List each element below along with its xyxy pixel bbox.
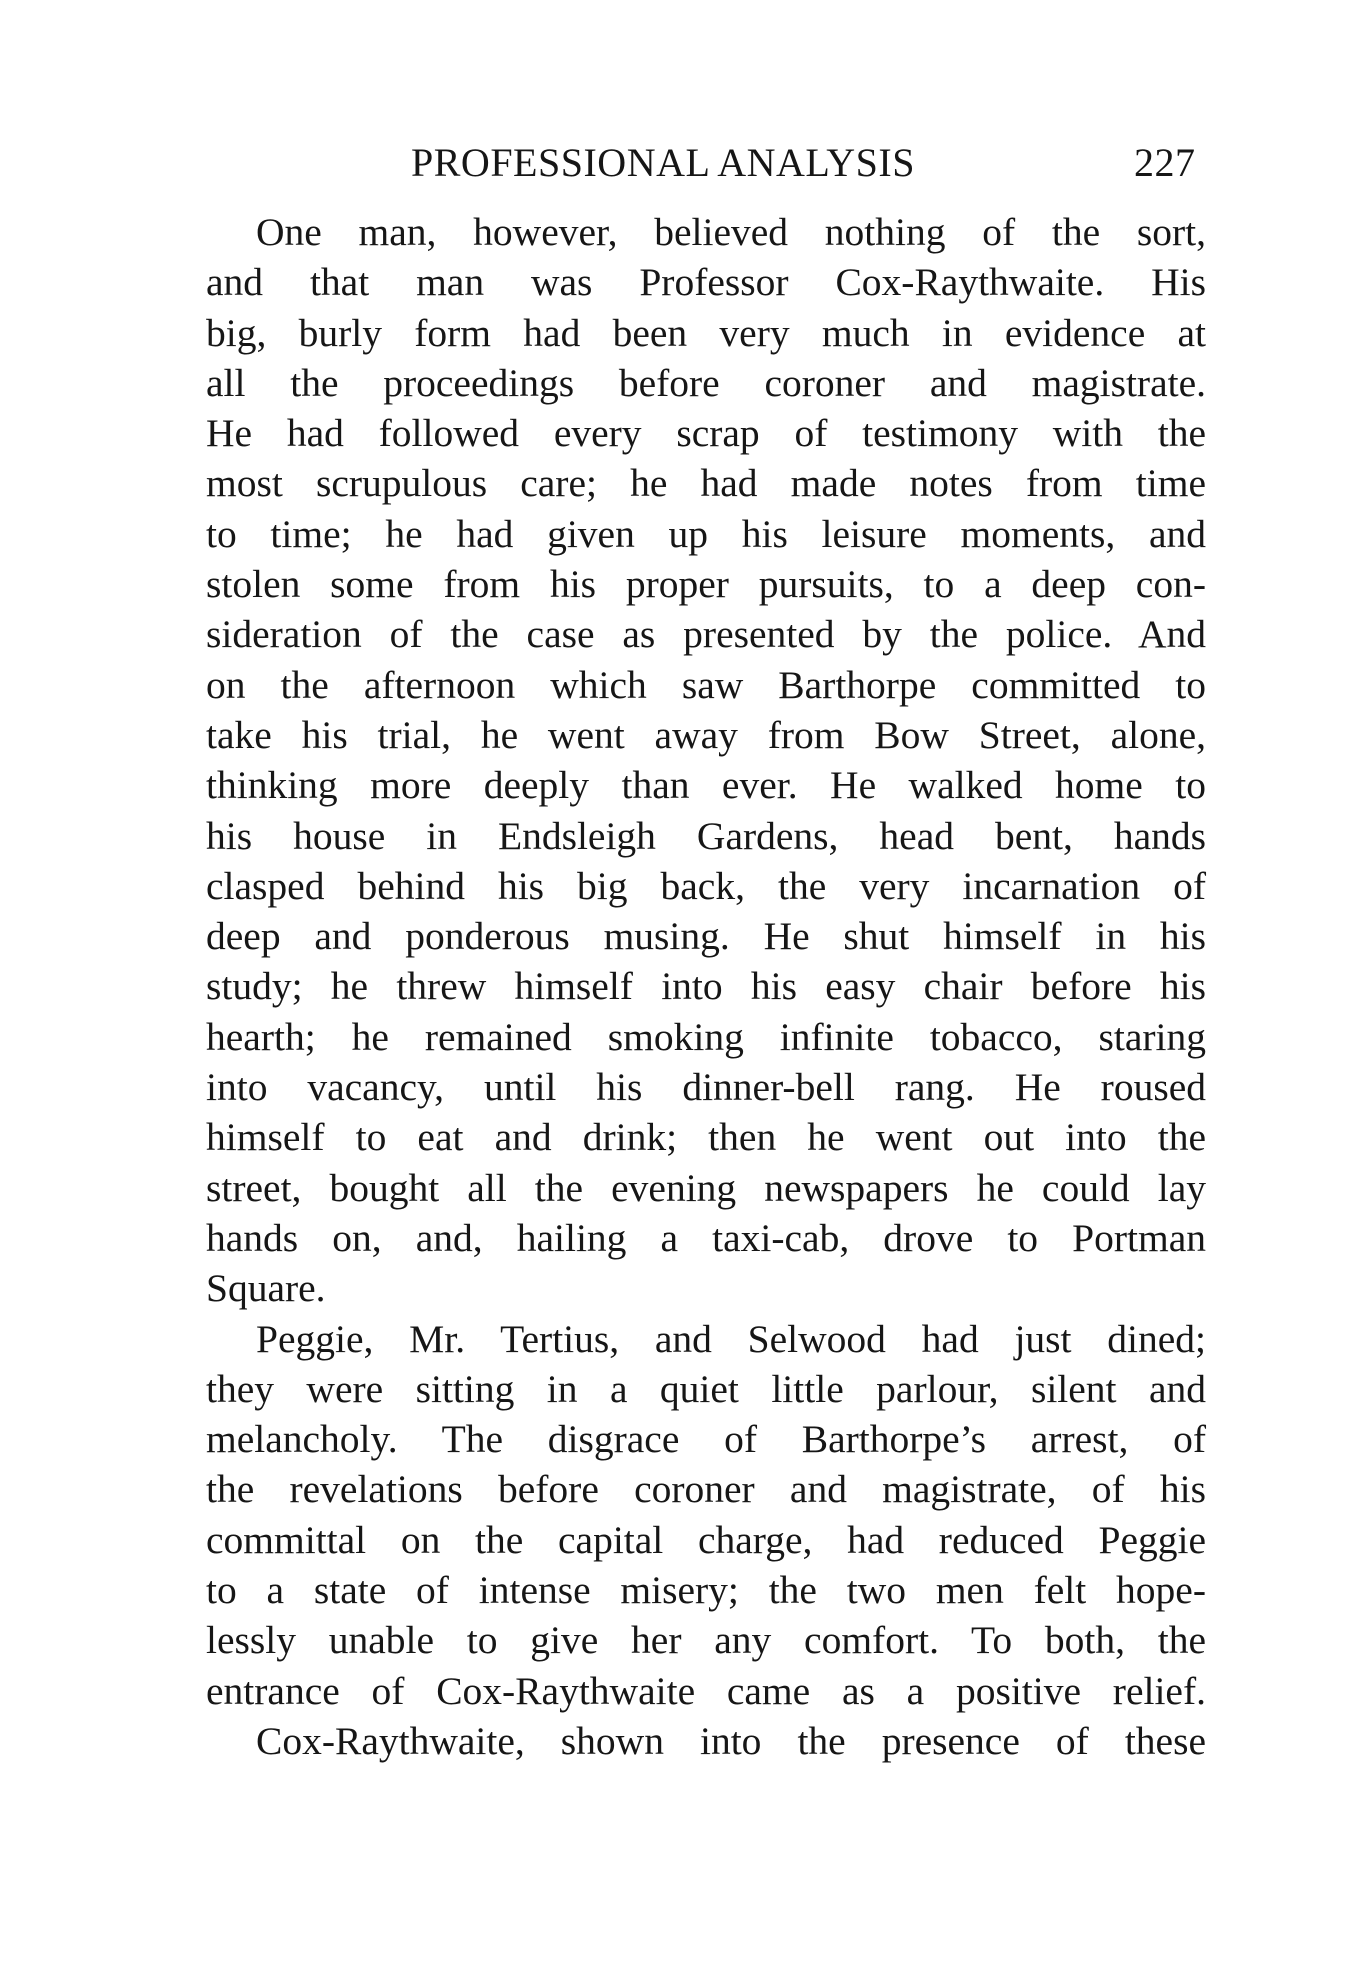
text-line: most scrupulous care; he had made notes from time [206, 461, 1206, 506]
running-head: PROFESSIONAL ANALYSIS [411, 140, 915, 185]
text-line: thinking more deeply than ever. He walked home to [206, 763, 1206, 808]
text-line: they were sitting in a quiet little parlour, silent and [206, 1366, 1206, 1411]
paragraph-1 [206, 207, 1206, 1314]
text-line: to a state of intense misery; the two men felt hope- [206, 1568, 1206, 1613]
text-line: lessly unable to give her any comfort. To both, the [206, 1618, 1206, 1663]
paragraph-3 [206, 1716, 1206, 1766]
text-line: Square. [206, 1266, 326, 1311]
text-line: hands on, and, hailing a taxi-cab, drove to Portman [206, 1215, 1206, 1260]
text-line: his house in Endsleigh Gardens, head bent, hands [206, 813, 1206, 858]
text-line: all the proceedings before coroner and magistrate. [206, 360, 1206, 405]
body-text [206, 207, 1206, 1766]
text-line: sideration of the case as presented by the police. And [206, 612, 1206, 657]
page-header [206, 139, 1206, 195]
text-line: hearth; he remained smoking infinite tobacco, staring [206, 1014, 1206, 1059]
text-line: to time; he had given up his leisure moments, and [206, 511, 1206, 556]
text-line: take his trial, he went away from Bow Street, alone, [206, 712, 1206, 757]
text-line: on the afternoon which saw Barthorpe committed to [206, 662, 1206, 707]
text-line: melancholy. The disgrace of Barthorpe’s arrest, of [206, 1417, 1206, 1462]
page-number: 227 [1134, 140, 1196, 185]
text-line: One man, however, believed nothing of the sort, [256, 210, 1206, 254]
text-line: deep and ponderous musing. He shut himself in his [206, 914, 1206, 959]
text-line: street, bought all the evening newspapers he could lay [206, 1165, 1206, 1210]
text-line: the revelations before coroner and magistrate, of his [206, 1467, 1206, 1512]
text-line: himself to eat and drink; then he went out into the [206, 1115, 1206, 1160]
text-line: Peggie, Mr. Tertius, and Selwood had just dined; [256, 1316, 1206, 1361]
text-line: and that man was Professor Cox-Raythwaite. His [206, 260, 1206, 305]
text-line: stolen some from his proper pursuits, to a deep con- [206, 562, 1206, 607]
text-line: committal on the capital charge, had reduced Peggie [206, 1517, 1206, 1562]
text-line: entrance of Cox-Raythwaite came as a positive relief. [206, 1668, 1206, 1713]
text-line: into vacancy, until his dinner-bell rang. He roused [206, 1065, 1206, 1110]
paragraph-2 [206, 1314, 1206, 1716]
text-line: Cox-Raythwaite, shown into the presence of these [256, 1718, 1206, 1763]
text-line: study; he threw himself into his easy chair before his [206, 964, 1206, 1009]
text-line: big, burly form had been very much in evidence at [206, 310, 1206, 355]
text-line: clasped behind his big back, the very incarnation of [206, 863, 1206, 908]
text-line: He had followed every scrap of testimony with the [206, 411, 1206, 456]
